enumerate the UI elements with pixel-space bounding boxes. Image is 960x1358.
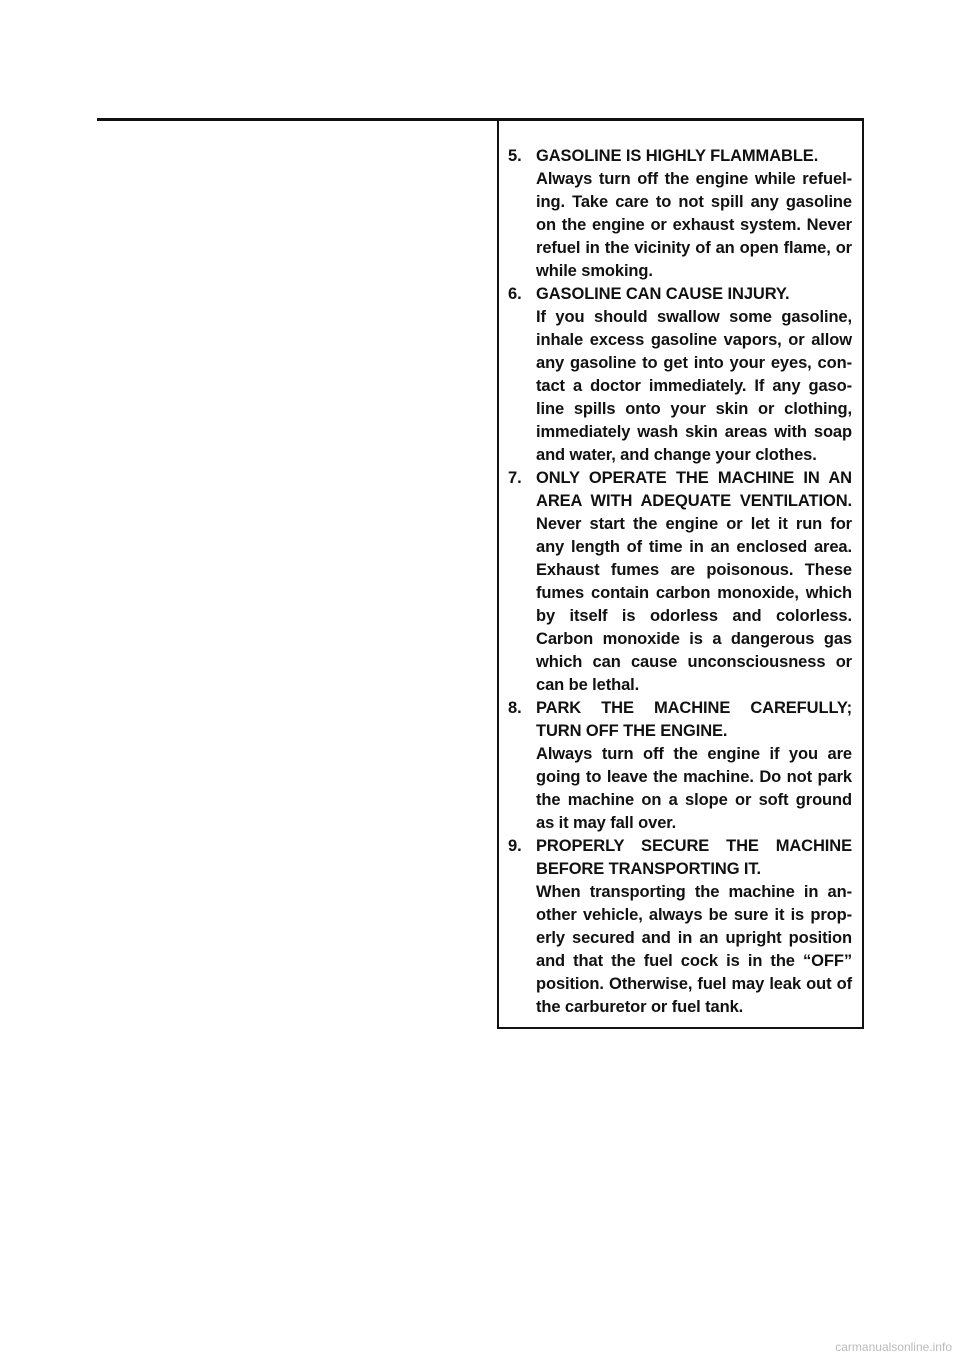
item-body: If you should swallow some gasoline, inhale excess gasoline vapors, or allow any gasoline to get into your eyes, con-tact a doctor immediately. If any gaso-line spills onto your skin or clothing, immediately wash skin areas with soap and water, and change your clothes. xyxy=(536,308,852,464)
item-number: 5. xyxy=(508,147,522,165)
list-item xyxy=(508,467,852,697)
item-heading: PROPERLY SECURE THE MACHINE BEFORE TRANSPORTING IT. xyxy=(536,837,852,878)
item-heading: PARK THE MACHINE CAREFULLY; TURN OFF THE ENGINE. xyxy=(536,699,852,740)
footer-watermark: carmanualsonline.info xyxy=(835,1340,952,1354)
item-heading: GASOLINE IS HIGHLY FLAMMABLE. xyxy=(536,147,819,165)
list-item xyxy=(508,145,852,283)
item-body: Always turn off the engine if you are going to leave the machine. Do not park the machine on a slope or soft ground as it may fall over. xyxy=(536,745,852,832)
item-body: Always turn off the engine while refuel-ing. Take care to not spill any gasoline on the engine or exhaust system. Never refuel in the vicinity of an open flame, or while smoking. xyxy=(536,170,852,280)
list-item xyxy=(508,835,852,1019)
item-number: 6. xyxy=(508,285,522,303)
item-heading: ONLY OPERATE THE MACHINE IN AN AREA WITH ADEQUATE VENTILATION. xyxy=(536,469,852,510)
list-item xyxy=(508,697,852,835)
item-number: 7. xyxy=(508,469,522,487)
item-number: 9. xyxy=(508,837,522,855)
item-heading: GASOLINE CAN CAUSE INJURY. xyxy=(536,285,790,303)
list-item xyxy=(508,283,852,467)
item-body: Never start the engine or let it run for any length of time in an enclosed area. Exhaust fumes are poisonous. These fumes contain carbon monoxide, which by itself is odorless and colorless. Carbon monoxide is a dangerous gas which can cause unconsciousness or can be lethal. xyxy=(536,515,852,694)
warning-box xyxy=(497,121,864,1029)
item-body: When transporting the machine in an-other vehicle, always be sure it is prop-erly secured and in an upright position and that the fuel cock is in the “OFF” position. Otherwise, fuel may leak out of the carburetor or fuel tank. xyxy=(536,883,852,1016)
item-number: 8. xyxy=(508,699,522,717)
safety-list xyxy=(508,145,852,1019)
